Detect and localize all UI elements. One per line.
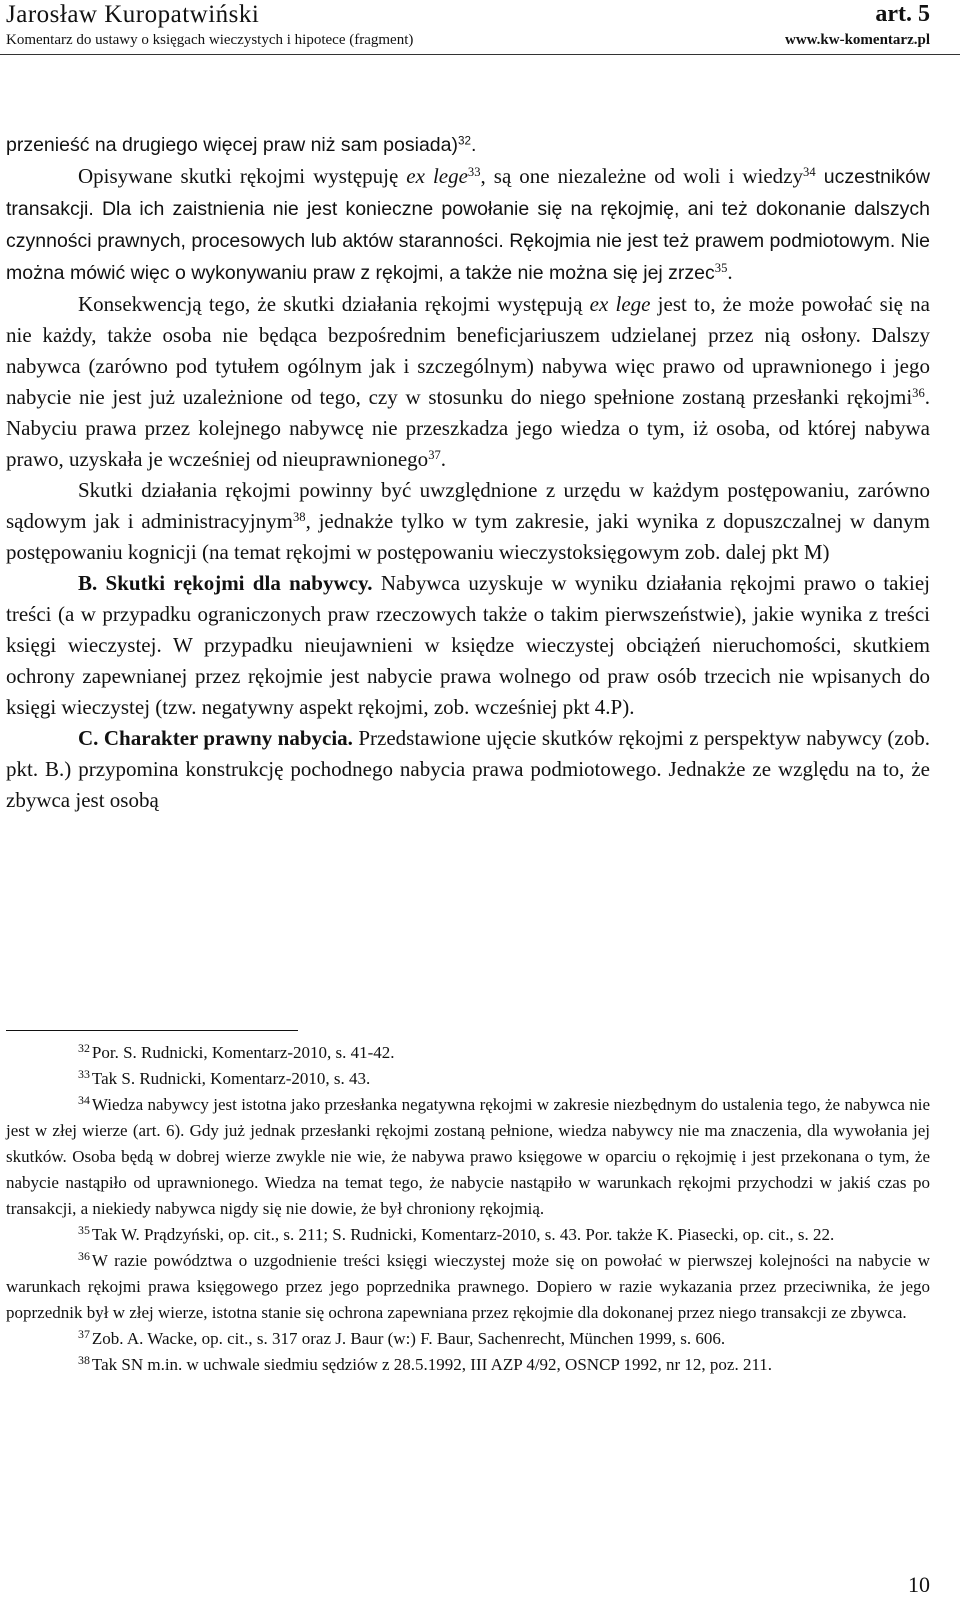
footnote [6,1248,930,1326]
footnote [6,1352,930,1378]
footnote-text: Tak S. Rudnicki, Komentarz-2010, s. 43. [91,1069,371,1088]
footnote-ref-35[interactable]: 35 [714,261,728,276]
header-divider [0,54,960,55]
page-number: 10 [908,1572,930,1597]
text-run: . [727,260,733,284]
footnote-ref-37[interactable]: 37 [428,448,441,463]
header-article: art. 5 [875,1,930,27]
footnote-ref-34[interactable]: 34 [803,165,816,180]
footnote [6,1222,930,1248]
footnote-text: W razie powództwa o uzgodnienie treści księgi wieczystej może się on powołać w pierwszej kolejności na nabycie w warunkach rękojmi prawa księgowego przez jego poprzednika prawnego. Dopiero w razie wykazania przez przeciwnika, że jego poprzednik był w złej wierze, istotna stanie się ochrona zapewniana przez rękojmie dla dokonanej przez niego transakcji ze zbywca. [6,1251,930,1322]
footnote [6,1092,930,1222]
footnote-text: Tak W. Prądzyński, op. cit., s. 211; S. Rudnicki, Komentarz-2010, s. 43. Por. także K. Piasecki, op. cit., s. 22. [91,1225,835,1244]
text-run: . [471,134,477,156]
text-run: , jednakże tylko w tym zakresie, jaki wynika z dopuszczalnej w danym postępowaniu kognicji (na temat rękojmi w postępowaniu wieczystoksięgowym zob. dalej pkt M) [6,509,930,564]
footnote-text: Tak SN m.in. w uchwale siedmiu sędziów z 28.5.1992, III AZP 4/92, OSNCP 1992, nr 12, poz. 211. [91,1355,773,1374]
text-run: Konsekwencją tego, że skutki działania rękojmi występują [78,292,590,316]
footnote [6,1326,930,1352]
footnote [6,1040,930,1066]
header-author: Jarosław Kuropatwiński [6,1,260,28]
text-run: przenieść na drugiego więcej praw niż sam posiada) [6,134,458,156]
section-b-heading: B. Skutki rękojmi dla nabywcy. [78,571,373,595]
paragraph-2 [6,161,930,289]
footnote [6,1066,930,1092]
footnote-text: Por. S. Rudnicki, Komentarz-2010, s. 41-42. [91,1043,395,1062]
text-run: Opisywane skutki rękojmi występuję [78,164,407,188]
footnote-number: 32 [78,1041,90,1056]
footnote-ref-38[interactable]: 38 [292,510,306,525]
section-b [6,568,930,723]
text-run: uczestników transakcji. Dla ich zaistnienia nie jest konieczne powołanie się na rękojmię, ani też dokonanie dalszych czynności prawnych, procesowych lub aktów staranności. Rękojmia nie jest też prawem podmiotowym. Nie można mówić więc o wykonywaniu praw z rękojmi, a także nie można się jej zrzec [6,166,930,284]
section-c-heading: C. Charakter prawny nabycia. [78,726,353,750]
footnote-number: 35 [78,1223,90,1238]
footnote-number: 37 [78,1327,90,1342]
text-run: Przedstawione ujęcie skutków rękojmi z perspektyw nabywcy (zob. pkt. B.) przypomina konstrukcję pochodnego nabycia prawa podmiotowego. Jednakże ze względu na to, że zbywca jest osobą [6,726,930,812]
footnote-divider [6,1030,298,1031]
text-run: . Nabyciu prawa przez kolejnego nabywcę nie przeszkadza jego wiedza o tym, iż osoba, od której nabywa prawo, uzyskała je wcześniej od nieuprawnionego [6,385,930,471]
footnote-ref-36[interactable]: 36 [912,386,925,401]
header-url[interactable]: www.kw-komentarz.pl [785,32,930,48]
header-subtitle: Komentarz do ustawy o księgach wieczystych i hipotece (fragment) [6,32,414,48]
paragraph-4 [6,475,930,568]
footnotes [6,1040,930,1378]
italic-term: ex lege [589,292,651,316]
text-run: Nabywca uzyskuje w wyniku działania rękojmi prawo o takiej treści (a w przypadku ograniczonych praw rzeczowych także o takim pierwszeństwie), jakie wynika z treści księgi wieczystej. W przypadku nieujawnieni w księdze wieczystej obciążeń nieruchomości, skutkiem ochrony zapewnianej przez rękojmie jest nabycie prawa wolnego od praw osób trzecich nie wpisanych do księgi wieczystej (tzw. negatywny aspekt rękojmi, zob. wcześniej pkt 4.P). [6,571,930,719]
body-text [6,130,930,816]
text-run: Skutki działania rękojmi powinny być uwzględnione z urzędu w każdym postępowaniu, zarówno sądowym jak i administracyjnym [6,478,930,533]
section-c [6,723,930,816]
text-run: . [440,447,447,471]
footnote-number: 36 [78,1249,90,1264]
footnote-text: Wiedza nabywcy jest istotna jako przesłanka negatywna rękojmi w zakresie niezbędnym do ustalenia tego, że nabywca nie jest w złej wierze (art. 6). Gdy już jednak przesłanki rękojmi zostaną pełnione, wiedza nabywcy nie ma znaczenia, dla wywołania jej skutków. Osoba będą w dobrej wierze zwykle nie wie, że nabywa prawo księgowe w oparciu o rękojmię i jest przekonana o tym, że nabycie nastąpiło od uprawnionego. Wiedza na temat tego, że nabycie nastąpiło w warunkach rękojmi przychodzi w jakiś czas po transakcji, a niekiedy nabywca nigdy się nie dowie, że był chroniony rękojmią. [6,1095,930,1218]
footnote-number: 38 [78,1353,90,1368]
text-run: jest to, że może powołać się na nie każdy, także osoba nie będąca bezpośrednim beneficjariuszem udzielanej przez nią osłony. Dalszy nabywca (zarówno pod tytułem ogólnym jak i szczególnym) nabywa więc prawo od uprawnionego i jego nabycie nie jest już uzależnione od tego, czy w stosunku do niego spełnione zostaną przesłanki rękojmi [6,292,931,409]
footnote-number: 33 [78,1067,90,1082]
footnote-ref-33[interactable]: 33 [467,165,481,180]
text-run: , są one niezależne od woli i wiedzy [480,164,804,188]
italic-term: ex lege [406,164,468,188]
footnote-ref-32[interactable]: 32 [458,134,472,148]
footnote-number: 34 [78,1093,90,1108]
footnote-text: Zob. A. Wacke, op. cit., s. 317 oraz J. Baur (w:) F. Baur, Sachenrecht, München 1999, s. 606. [91,1329,726,1348]
paragraph-1 [6,130,930,161]
paragraph-3 [6,289,930,475]
